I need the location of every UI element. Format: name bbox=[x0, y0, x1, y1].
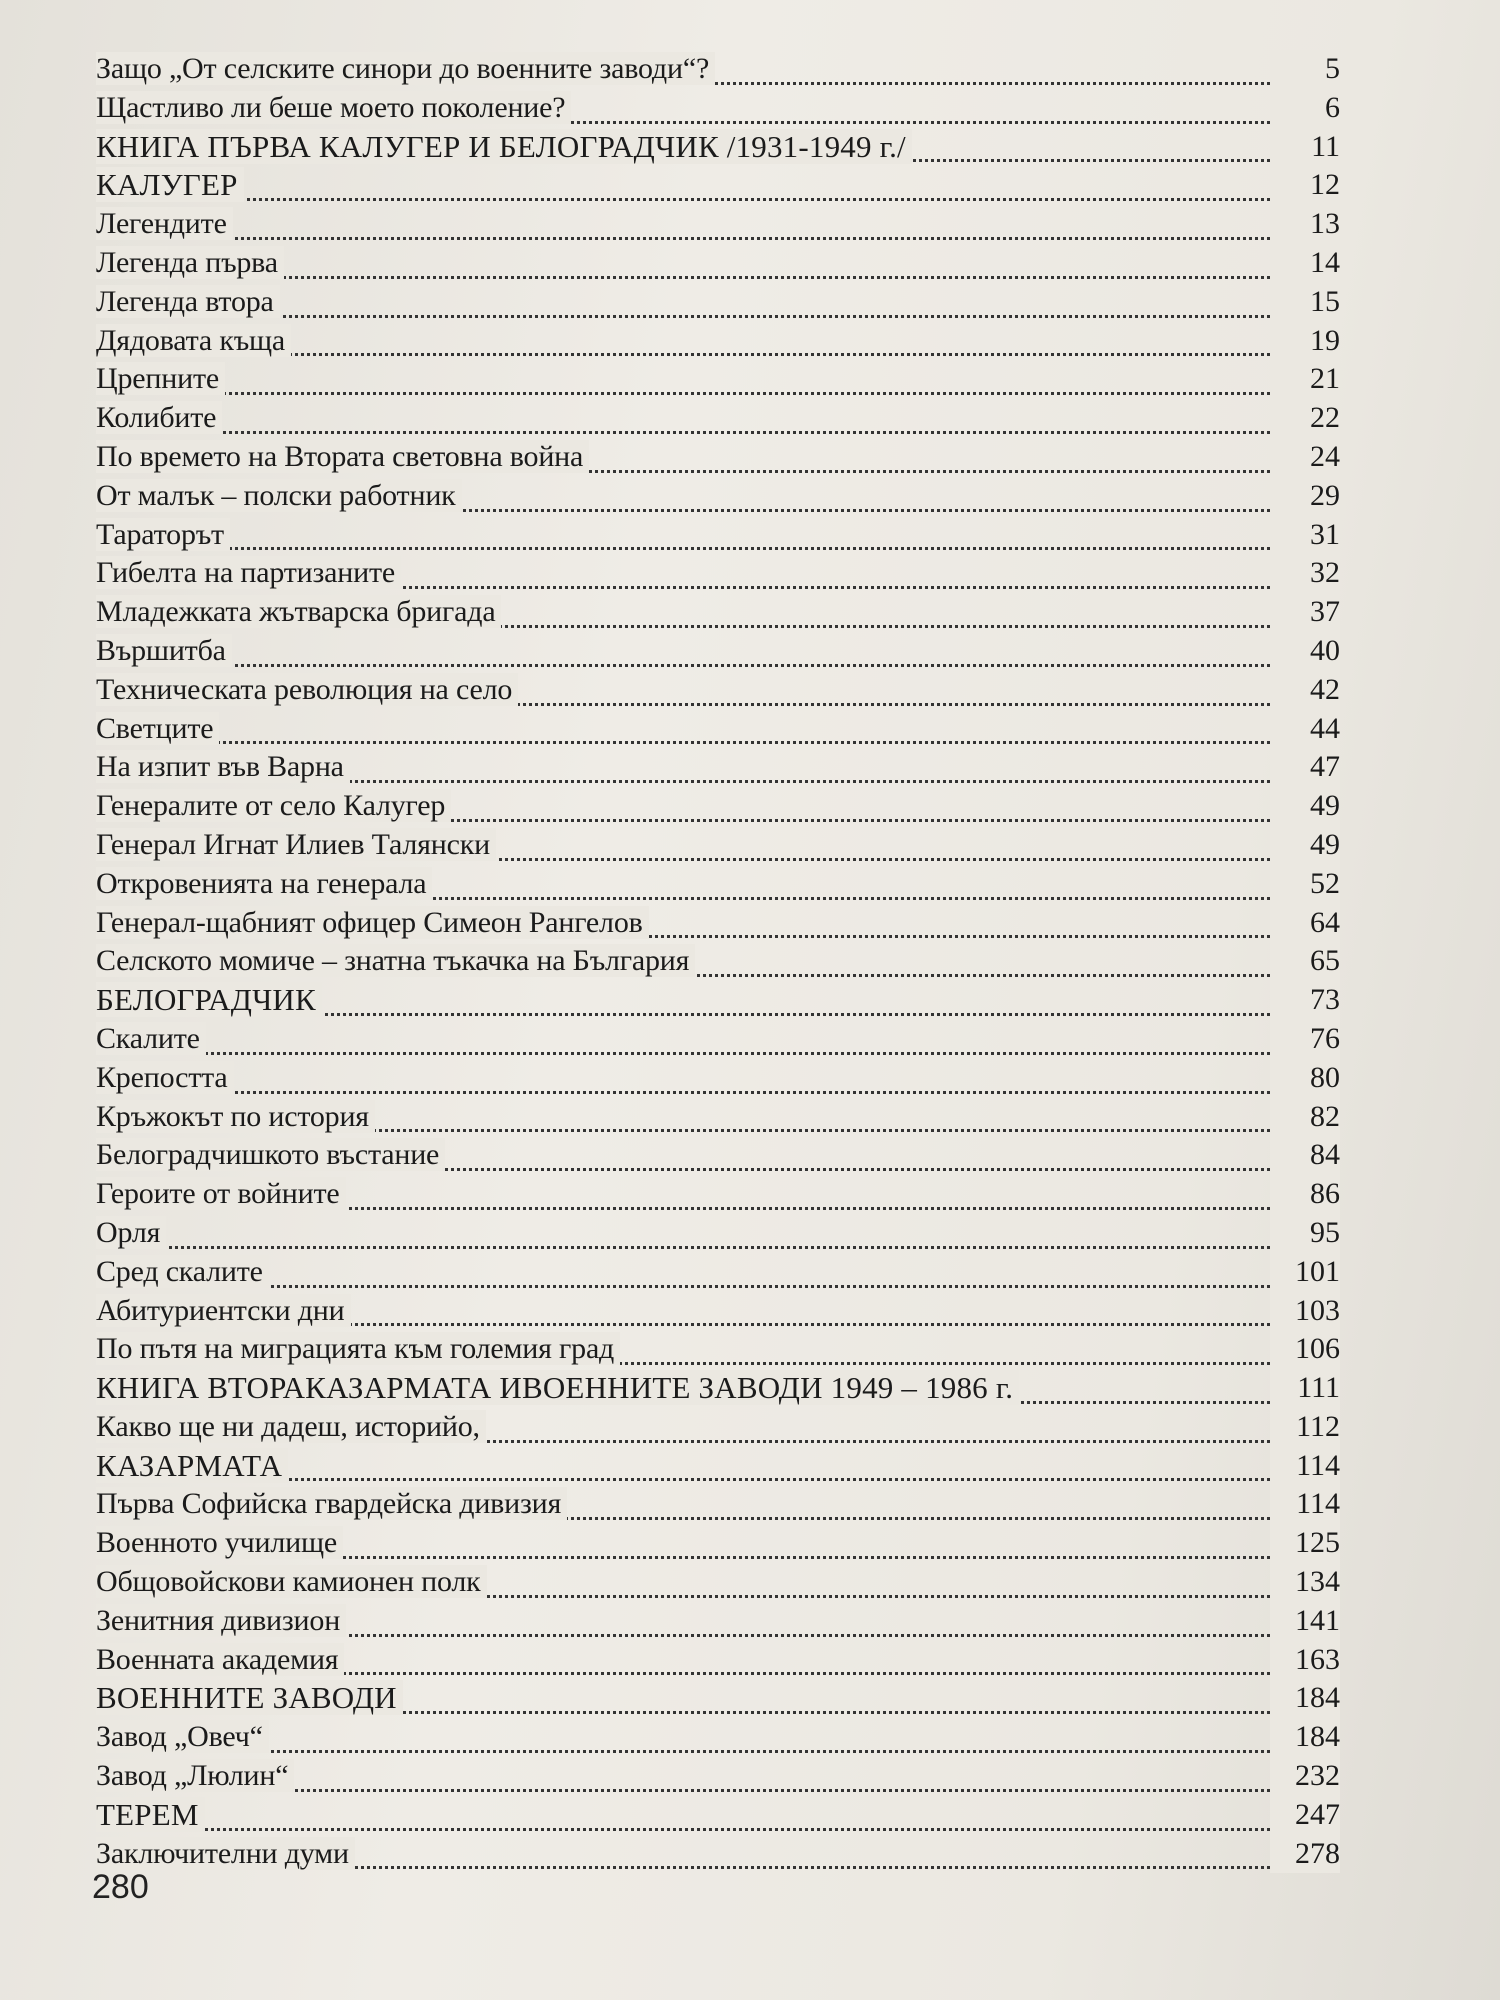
toc-entry-title: От малък – полски работник bbox=[96, 479, 462, 512]
dot-leader bbox=[96, 547, 1276, 550]
toc-entry-title: Вършитба bbox=[96, 634, 232, 667]
toc-entry-title: Колибите bbox=[96, 401, 222, 434]
toc-entry bbox=[96, 942, 1340, 981]
toc-entry-title: Крепостта bbox=[96, 1061, 234, 1094]
toc-entry-page: 101 bbox=[1270, 1253, 1340, 1292]
toc-entry bbox=[96, 1757, 1340, 1796]
toc-entry bbox=[96, 89, 1340, 128]
toc-entry-title: Легендите bbox=[96, 207, 233, 240]
toc-entry-title: Военната академия bbox=[96, 1643, 344, 1676]
toc-entry-title: Тараторът bbox=[96, 518, 230, 551]
toc-entry-page: 111 bbox=[1270, 1369, 1340, 1408]
toc-entry-page: 31 bbox=[1270, 516, 1340, 555]
toc-entry bbox=[96, 166, 1340, 205]
toc-entry-title: Щастливо ли беше моето поколение? bbox=[96, 91, 571, 124]
toc-entry bbox=[96, 244, 1340, 283]
toc-entry bbox=[96, 1136, 1340, 1175]
toc-entry-title: Техническата революция на село bbox=[96, 673, 518, 706]
toc-entry-title: Генералите от село Калугер bbox=[96, 789, 451, 822]
toc-entry bbox=[96, 516, 1340, 555]
toc-entry bbox=[96, 1369, 1340, 1408]
toc-entry bbox=[96, 1796, 1340, 1835]
toc-entry bbox=[96, 1485, 1340, 1524]
toc-entry-page: 134 bbox=[1270, 1563, 1340, 1602]
toc-entry-page: 52 bbox=[1270, 865, 1340, 904]
toc-entry-page: 5 bbox=[1270, 50, 1340, 89]
toc-entry bbox=[96, 981, 1340, 1020]
toc-entry-page: 13 bbox=[1270, 205, 1340, 244]
dot-leader bbox=[96, 1052, 1276, 1055]
page-number: 280 bbox=[92, 1868, 149, 1906]
toc-entry bbox=[96, 1641, 1340, 1680]
toc-entry-page: 49 bbox=[1270, 787, 1340, 826]
toc-entry-page: 64 bbox=[1270, 904, 1340, 943]
dot-leader bbox=[96, 664, 1276, 667]
toc-entry-title: Генерал Игнат Илиев Талянски bbox=[96, 828, 496, 861]
toc-section-title: КНИГА ПЪРВА КАЛУГЕР И БЕЛОГРАДЧИК /1931-1949 г./ bbox=[96, 129, 912, 164]
toc-entry bbox=[96, 1447, 1340, 1486]
toc-entry-page: 29 bbox=[1270, 477, 1340, 516]
dot-leader bbox=[96, 1828, 1276, 1831]
toc-entry bbox=[96, 399, 1340, 438]
toc-entry bbox=[96, 1098, 1340, 1137]
toc-entry-title: Завод „Овеч“ bbox=[96, 1720, 269, 1753]
toc-entry-title: Защо „От селските синори до военните заводи“? bbox=[96, 52, 715, 85]
toc-entry-page: 114 bbox=[1270, 1485, 1340, 1524]
toc-entry-page: 232 bbox=[1270, 1757, 1340, 1796]
toc-entry-page: 76 bbox=[1270, 1020, 1340, 1059]
toc-entry-title: Скалите bbox=[96, 1022, 206, 1055]
toc-entry-title: Кръжокът по история bbox=[96, 1100, 375, 1133]
toc-entry-page: 44 bbox=[1270, 710, 1340, 749]
toc-entry-title: Абитуриентски дни bbox=[96, 1294, 351, 1327]
toc-entry-title: По времето на Втората световна война bbox=[96, 440, 589, 473]
toc-entry-page: 84 bbox=[1270, 1136, 1340, 1175]
toc-entry-title: Какво ще ни дадеш, историйо, bbox=[96, 1410, 486, 1443]
dot-leader bbox=[96, 741, 1276, 744]
toc-entry-page: 278 bbox=[1270, 1835, 1340, 1874]
toc-entry bbox=[96, 360, 1340, 399]
toc-entry-title: Светците bbox=[96, 712, 219, 745]
toc-entry-title: Откровенията на генерала bbox=[96, 867, 432, 900]
toc-entry bbox=[96, 128, 1340, 167]
toc-entry-page: 125 bbox=[1270, 1524, 1340, 1563]
toc-entry-title: Общовойскови камионен полк bbox=[96, 1565, 487, 1598]
toc-entry-title: Селското момиче – знатна тъкачка на България bbox=[96, 944, 695, 977]
toc-entry bbox=[96, 283, 1340, 322]
toc-entry-page: 163 bbox=[1270, 1641, 1340, 1680]
toc-entry bbox=[96, 322, 1340, 361]
toc-entry-page: 103 bbox=[1270, 1292, 1340, 1331]
toc-entry-page: 86 bbox=[1270, 1175, 1340, 1214]
toc-section-title: КАЛУГЕР bbox=[96, 167, 244, 202]
toc-entry-page: 106 bbox=[1270, 1330, 1340, 1369]
toc-entry-page: 95 bbox=[1270, 1214, 1340, 1253]
toc-entry-title: Първа Софийска гвардейска дивизия bbox=[96, 1487, 567, 1520]
toc-entry bbox=[96, 904, 1340, 943]
toc-entry bbox=[96, 438, 1340, 477]
toc-entry bbox=[96, 1175, 1340, 1214]
toc-entry bbox=[96, 554, 1340, 593]
toc-entry bbox=[96, 1524, 1340, 1563]
dot-leader bbox=[96, 237, 1276, 240]
toc-entry-page: 21 bbox=[1270, 360, 1340, 399]
toc-entry-title: Легенда втора bbox=[96, 285, 280, 318]
toc-entry bbox=[96, 1330, 1340, 1369]
dot-leader bbox=[96, 1285, 1276, 1288]
toc-entry-page: 112 bbox=[1270, 1408, 1340, 1447]
toc-entry-page: 141 bbox=[1270, 1602, 1340, 1641]
toc-entry-title: Гибелта на партизаните bbox=[96, 556, 401, 589]
toc-entry-page: 184 bbox=[1270, 1679, 1340, 1718]
toc-entry bbox=[96, 1214, 1340, 1253]
toc-entry bbox=[96, 1020, 1340, 1059]
toc-entry-page: 14 bbox=[1270, 244, 1340, 283]
toc-entry bbox=[96, 205, 1340, 244]
dot-leader bbox=[96, 392, 1276, 395]
table-of-contents bbox=[96, 50, 1340, 1873]
toc-entry bbox=[96, 748, 1340, 787]
toc-entry bbox=[96, 826, 1340, 865]
toc-entry-page: 82 bbox=[1270, 1098, 1340, 1137]
toc-entry bbox=[96, 865, 1340, 904]
dot-leader bbox=[96, 431, 1276, 434]
toc-entry bbox=[96, 671, 1340, 710]
toc-entry-title: Сред скалите bbox=[96, 1255, 269, 1288]
toc-entry bbox=[96, 50, 1340, 89]
toc-section-title: КАЗАРМАТА bbox=[96, 1448, 288, 1483]
toc-entry-title: На изпит във Варна bbox=[96, 750, 350, 783]
toc-entry-page: 37 bbox=[1270, 593, 1340, 632]
toc-entry-page: 6 bbox=[1270, 89, 1340, 128]
toc-entry bbox=[96, 1408, 1340, 1447]
dot-leader bbox=[96, 1246, 1276, 1249]
toc-section-title: БЕЛОГРАДЧИК bbox=[96, 982, 322, 1017]
toc-entry-page: 184 bbox=[1270, 1718, 1340, 1757]
toc-entry-page: 11 bbox=[1270, 128, 1340, 167]
toc-entry bbox=[96, 593, 1340, 632]
toc-entry bbox=[96, 1679, 1340, 1718]
toc-entry-title: Црепните bbox=[96, 362, 225, 395]
toc-entry-page: 32 bbox=[1270, 554, 1340, 593]
toc-entry-page: 22 bbox=[1270, 399, 1340, 438]
toc-entry bbox=[96, 632, 1340, 671]
toc-entry-page: 80 bbox=[1270, 1059, 1340, 1098]
toc-entry bbox=[96, 710, 1340, 749]
toc-entry-title: По пътя на миграцията към големия град bbox=[96, 1332, 620, 1365]
toc-entry-title: Завод „Люлин“ bbox=[96, 1759, 294, 1792]
toc-entry bbox=[96, 477, 1340, 516]
toc-entry-page: 42 bbox=[1270, 671, 1340, 710]
toc-entry-title: Дядовата къща bbox=[96, 324, 291, 357]
toc-entry-page: 19 bbox=[1270, 322, 1340, 361]
toc-section-title: КНИГА ВТОРАКАЗАРМАТА ИВОЕННИТЕ ЗАВОДИ 1949 – 1986 г. bbox=[96, 1370, 1019, 1405]
toc-entry-title: Генерал-щабният офицер Симеон Рангелов bbox=[96, 906, 649, 939]
dot-leader bbox=[96, 198, 1276, 201]
toc-entry-title: Военното училище bbox=[96, 1526, 343, 1559]
toc-entry-title: Белоградчишкото въстание bbox=[96, 1138, 445, 1171]
toc-entry-page: 49 bbox=[1270, 826, 1340, 865]
toc-entry-page: 114 bbox=[1270, 1447, 1340, 1486]
toc-entry bbox=[96, 1253, 1340, 1292]
toc-entry bbox=[96, 1563, 1340, 1602]
toc-entry-page: 40 bbox=[1270, 632, 1340, 671]
toc-entry-title: Легенда първа bbox=[96, 246, 284, 279]
toc-entry-title: Орля bbox=[96, 1216, 166, 1249]
toc-entry-page: 47 bbox=[1270, 748, 1340, 787]
toc-section-title: ВОЕННИТЕ ЗАВОДИ bbox=[96, 1680, 403, 1715]
dot-leader bbox=[96, 1091, 1276, 1094]
toc-section-title: ТЕРЕМ bbox=[96, 1797, 205, 1832]
toc-entry-page: 73 bbox=[1270, 981, 1340, 1020]
toc-entry-title: Младежката жътварска бригада bbox=[96, 595, 501, 628]
toc-entry bbox=[96, 787, 1340, 826]
toc-entry-title: Героите от войните bbox=[96, 1177, 346, 1210]
toc-entry-title: Заключителни думи bbox=[96, 1837, 355, 1870]
toc-entry-page: 24 bbox=[1270, 438, 1340, 477]
toc-entry-title: Зенитния дивизион bbox=[96, 1604, 346, 1637]
toc-entry bbox=[96, 1835, 1340, 1874]
toc-entry-page: 65 bbox=[1270, 942, 1340, 981]
toc-entry bbox=[96, 1292, 1340, 1331]
toc-entry bbox=[96, 1718, 1340, 1757]
toc-entry-page: 12 bbox=[1270, 166, 1340, 205]
toc-entry-page: 15 bbox=[1270, 283, 1340, 322]
toc-entry bbox=[96, 1602, 1340, 1641]
toc-entry-page: 247 bbox=[1270, 1796, 1340, 1835]
toc-entry bbox=[96, 1059, 1340, 1098]
dot-leader bbox=[96, 1750, 1276, 1753]
